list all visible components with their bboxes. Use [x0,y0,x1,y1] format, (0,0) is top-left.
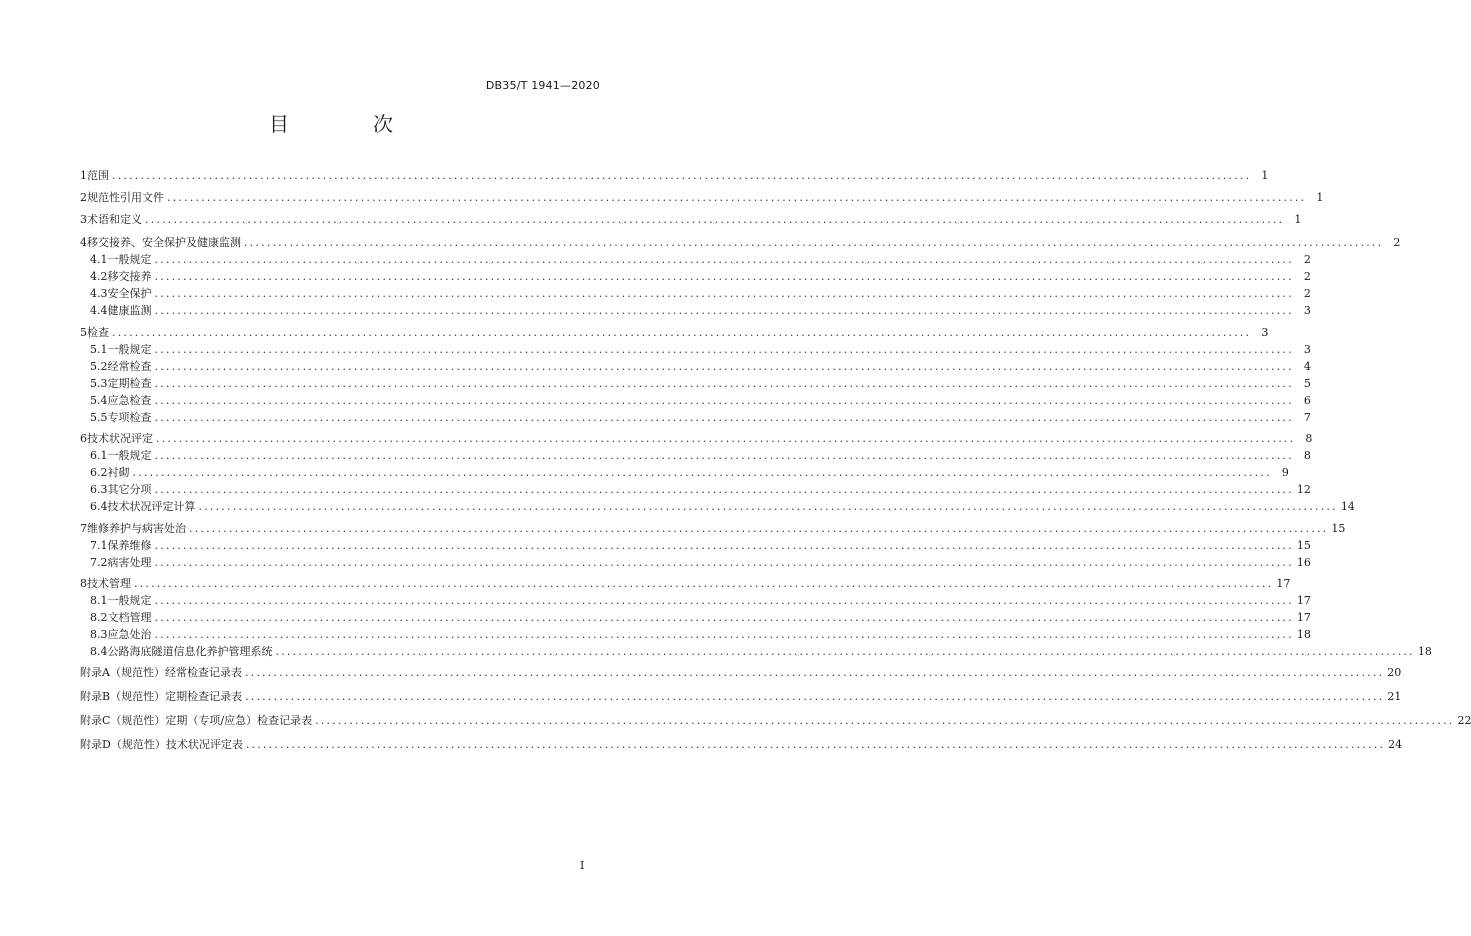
toc-entry-page: 15 [1296,539,1311,552]
toc-entry-title: 经常检查 [107,360,152,373]
toc-entry-number: 附录D（规范性） [80,738,166,751]
toc-entry[interactable] [80,448,1311,464]
toc-entry-page: 18 [1417,645,1432,658]
toc-entry-page: 22 [1457,714,1471,727]
toc-entry[interactable] [80,521,1346,537]
toc-entry[interactable] [80,482,1311,498]
toc-leader-dots: ........................................................................................................................................................................................................ [132,466,1272,479]
toc-entry-number: 7.2 [90,556,108,569]
toc-leader-dots: ........................................................................................................................................................................................................ [154,411,1294,424]
toc-entry-number: 1 [80,169,87,182]
toc-entry-number: 附录A（规范性） [80,666,165,679]
toc-appendix-entry[interactable] [80,713,1471,729]
toc-entry[interactable] [80,376,1311,392]
toc-entry-page: 17 [1296,594,1311,607]
toc-entry-title: 技术状况评定表 [165,738,243,751]
toc-appendix-entry[interactable] [80,737,1403,753]
page-number: I [580,859,585,872]
toc-entry-number: 7 [80,522,87,535]
toc-entry-page: 3 [1303,343,1311,356]
toc-leader-dots: ........................................................................................................................................................................................................ [315,714,1455,727]
toc-leader-dots: ........................................................................................................................................................................................................ [134,577,1274,590]
toc-entry-number: 6.3 [90,483,108,496]
toc-entry[interactable] [80,212,1302,228]
toc-entry-title: 一般规定 [107,253,152,266]
toc-leader-dots: ........................................................................................................................................................................................................ [244,236,1384,249]
toc-entry[interactable] [80,410,1311,426]
toc-leader-dots: ........................................................................................................................................................................................................ [112,326,1252,339]
toc-leader-dots: ........................................................................................................................................................................................................ [154,377,1294,390]
toc-entry-page: 2 [1393,236,1401,249]
toc-leader-dots: ........................................................................................................................................................................................................ [154,556,1294,569]
toc-entry-number: 6 [80,432,87,445]
toc-entry[interactable] [80,610,1311,626]
page-title: 目 次 [269,112,425,136]
toc-entry-page: 1 [1316,191,1324,204]
toc-leader-dots: ........................................................................................................................................................................................................ [154,449,1294,462]
toc-entry-page: 17 [1276,577,1291,590]
toc-entry-title: 维修养护与病害处治 [87,522,186,535]
toc-entry[interactable] [80,286,1311,302]
toc-entry-number: 8.2 [90,611,108,624]
toc-entry-number: 附录C（规范性） [80,714,166,727]
toc-entry[interactable] [80,235,1401,251]
toc-entry[interactable] [80,538,1311,554]
toc-entry-number: 6.4 [90,500,108,513]
toc-entry[interactable] [80,499,1355,515]
toc-entry-page: 18 [1296,628,1311,641]
toc-entry-number: 8.1 [90,594,108,607]
toc-appendix-entry[interactable] [80,689,1402,705]
toc-entry-title: 病害处理 [107,556,152,569]
toc-leader-dots: ........................................................................................................................................................................................................ [154,611,1294,624]
toc-entry[interactable] [80,359,1311,375]
toc-entry-page: 7 [1303,411,1311,424]
toc-entry-page: 3 [1261,326,1269,339]
toc-entry-title: 定期（专项/应急）检查记录表 [165,714,313,727]
toc-leader-dots: ........................................................................................................................................................................................................ [275,645,1415,658]
toc-entry-title: 术语和定义 [87,213,142,226]
toc-leader-dots: ........................................................................................................................................................................................................ [154,483,1294,496]
toc-leader-dots: ........................................................................................................................................................................................................ [145,213,1285,226]
toc-entry-number: 3 [80,213,87,226]
toc-leader-dots: ........................................................................................................................................................................................................ [154,628,1294,641]
toc-entry[interactable] [80,465,1289,481]
toc-entry-number: 8 [80,577,87,590]
toc-entry-page: 2 [1303,253,1311,266]
toc-entry-title: 技术状况评定 [87,432,153,445]
toc-entry-page: 1 [1261,169,1269,182]
toc-entry-number: 4.3 [90,287,108,300]
toc-entry-number: 6.2 [90,466,108,479]
toc-entry-page: 8 [1303,449,1311,462]
toc-leader-dots: ........................................................................................................................................................................................................ [154,253,1294,266]
toc-leader-dots: ........................................................................................................................................................................................................ [154,287,1294,300]
toc-entry-number: 8.4 [90,645,108,658]
toc-entry[interactable] [80,593,1311,609]
toc-entry-title: 定期检查 [107,377,152,390]
toc-entry-page: 14 [1340,500,1355,513]
toc-entry-title: 规范性引用文件 [87,191,164,204]
toc-entry-page: 5 [1303,377,1311,390]
toc-entry-page: 8 [1305,432,1313,445]
toc-leader-dots: ........................................................................................................................................................................................................ [244,666,1385,679]
toc-entry-title: 衬砌 [107,466,130,479]
toc-entry[interactable] [80,431,1313,447]
toc-entry-title: 保养维修 [107,539,152,552]
toc-entry-page: 20 [1387,666,1402,679]
toc-entry[interactable] [80,168,1269,184]
toc-leader-dots: ........................................................................................................................................................................................................ [167,191,1307,204]
toc-entry-page: 4 [1303,360,1311,373]
toc-entry-page: 3 [1303,304,1311,317]
toc-entry-page: 12 [1296,483,1311,496]
toc-entry-page: 2 [1303,270,1311,283]
toc-entry-number: 5.3 [90,377,108,390]
toc-entry-number: 5.2 [90,360,108,373]
toc-entry-title: 应急处治 [107,628,152,641]
toc-entry-title: 范围 [87,169,109,182]
toc-entry-title: 移交接养 [107,270,152,283]
toc-entry-number: 4 [80,236,87,249]
toc-entry[interactable] [80,303,1311,319]
toc-entry[interactable] [80,576,1291,592]
toc-leader-dots: ........................................................................................................................................................................................................ [154,343,1294,356]
toc-leader-dots: ........................................................................................................................................................................................................ [154,594,1294,607]
toc-entry-title: 一般规定 [107,594,152,607]
toc-entry-number: 5.1 [90,343,108,356]
toc-entry-title: 移交接养、安全保护及健康监测 [87,236,241,249]
toc-entry-title: 经常检查记录表 [164,666,242,679]
toc-entry[interactable] [80,627,1311,643]
toc-entry-number: 4.1 [90,253,108,266]
toc-leader-dots: ........................................................................................................................................................................................................ [154,539,1294,552]
toc-entry-number: 5.5 [90,411,108,424]
toc-entry-number: 4.2 [90,270,108,283]
document-code: DB35/T 1941—2020 [485,79,600,92]
toc-entry-title: 文档管理 [107,611,152,624]
toc-entry-number: 5 [80,326,87,339]
toc-leader-dots: ........................................................................................................................................................................................................ [156,432,1296,445]
toc-leader-dots: ........................................................................................................................................................................................................ [245,690,1385,703]
toc-entry[interactable] [80,269,1311,285]
toc-leader-dots: ........................................................................................................................................................................................................ [154,304,1294,317]
toc-entry-title: 定期检查记录表 [165,690,243,703]
toc-entry-page: 9 [1281,466,1289,479]
toc-entry-number: 4.4 [90,304,108,317]
toc-entry-number: 6.1 [90,449,108,462]
toc-entry-title: 公路海底隧道信息化养护管理系统 [107,645,273,658]
toc-entry-title: 一般规定 [107,449,152,462]
toc-entry-title: 健康监测 [107,304,152,317]
toc-entry-title: 专项检查 [107,411,152,424]
toc-entry-title: 应急检查 [107,394,152,407]
toc-entry-page: 24 [1388,738,1403,751]
toc-entry-page: 1 [1294,213,1302,226]
toc-leader-dots: ........................................................................................................................................................................................................ [189,522,1329,535]
toc-leader-dots: ........................................................................................................................................................................................................ [154,394,1294,407]
toc-entry-number: 7.1 [90,539,108,552]
toc-entry-number: 附录B（规范性） [80,690,166,703]
toc-entry[interactable] [80,252,1311,268]
toc-appendix-entry[interactable] [80,665,1402,681]
toc-entry-title: 安全保护 [107,287,152,300]
toc-entry-title: 检查 [87,326,109,339]
toc-entry-page: 17 [1296,611,1311,624]
toc-leader-dots: ........................................................................................................................................................................................................ [198,500,1338,513]
toc-entry-number: 2 [80,191,87,204]
toc-entry[interactable] [80,342,1311,358]
toc-entry[interactable] [80,325,1269,341]
toc-entry-page: 21 [1387,690,1402,703]
toc-entry-number: 5.4 [90,394,108,407]
toc-entry-number: 8.3 [90,628,108,641]
toc-entry[interactable] [80,644,1432,660]
toc-entry-title: 技术管理 [87,577,131,590]
toc-entry[interactable] [80,393,1311,409]
toc-entry-page: 16 [1296,556,1311,569]
toc-entry[interactable] [80,190,1324,206]
toc-entry-page: 2 [1303,287,1311,300]
toc-entry-page: 15 [1331,522,1346,535]
toc-entry-page: 6 [1303,394,1311,407]
toc-entry-title: 一般规定 [107,343,152,356]
toc-entry[interactable] [80,555,1311,571]
toc-leader-dots: ........................................................................................................................................................................................................ [154,360,1294,373]
toc-entry-title: 技术状况评定计算 [107,500,196,513]
toc-leader-dots: ........................................................................................................................................................................................................ [154,270,1294,283]
toc-leader-dots: ........................................................................................................................................................................................................ [112,169,1252,182]
toc-leader-dots: ........................................................................................................................................................................................................ [245,738,1386,751]
toc-entry-title: 其它分项 [107,483,152,496]
